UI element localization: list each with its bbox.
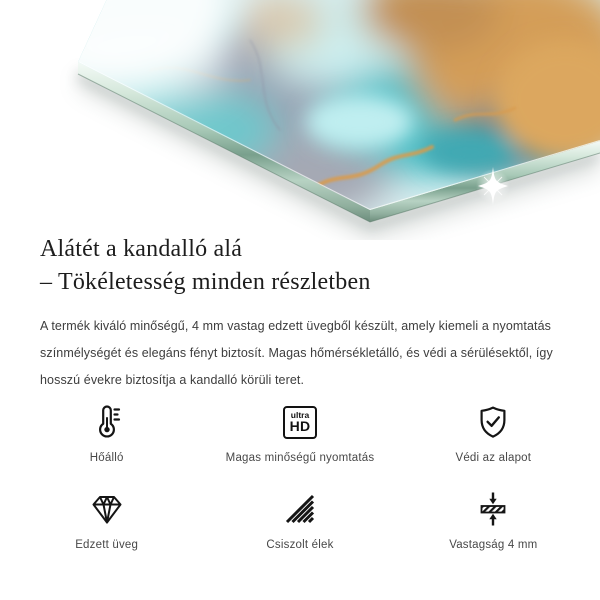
shield-check-icon <box>473 401 513 443</box>
diamond-icon <box>87 488 127 530</box>
feature-label: Edzett üveg <box>75 539 139 551</box>
ultra-hd-icon <box>283 401 317 443</box>
feature-label: Hőálló <box>89 452 124 464</box>
feature-label: Magas minőségű nyomtatás <box>225 452 375 464</box>
feature-label: Csiszolt élek <box>266 539 334 551</box>
section-title-line2: – Tökéletesség minden részletben <box>40 269 371 295</box>
feature-tempered-glass <box>10 488 203 551</box>
feature-thickness <box>397 488 590 551</box>
feature-label: Védi az alapot <box>455 452 532 464</box>
feature-heat-resistant <box>10 401 203 464</box>
description-line: színmélységét és elegáns fényt biztosít. Magas hőmérsékletálló, és védi a sérülésektől, így <box>40 346 553 360</box>
feature-label: Vastagság 4 mm <box>449 539 538 551</box>
product-description <box>40 313 575 394</box>
feature-print-quality <box>203 401 396 464</box>
feature-protects-base <box>397 401 590 464</box>
description-line: A termék kiváló minőségű, 4 mm vastag edzett üvegből készült, amely kiemeli a nyomtatás <box>40 319 552 333</box>
ultra-hd-badge: ultra HD <box>283 406 317 439</box>
product-image <box>0 0 600 240</box>
description-line: hosszú évekre biztosítja a kandalló körüli teret. <box>40 373 305 387</box>
feature-grid <box>10 401 590 551</box>
glass-panel-artwork <box>0 0 600 240</box>
section-title-line1: Alátét a kandalló alá <box>40 236 243 262</box>
section-title <box>40 233 371 299</box>
thermometer-icon <box>87 401 127 443</box>
feature-polished-edges <box>203 488 396 551</box>
polished-edges-icon <box>280 488 320 530</box>
thickness-icon <box>473 488 513 530</box>
